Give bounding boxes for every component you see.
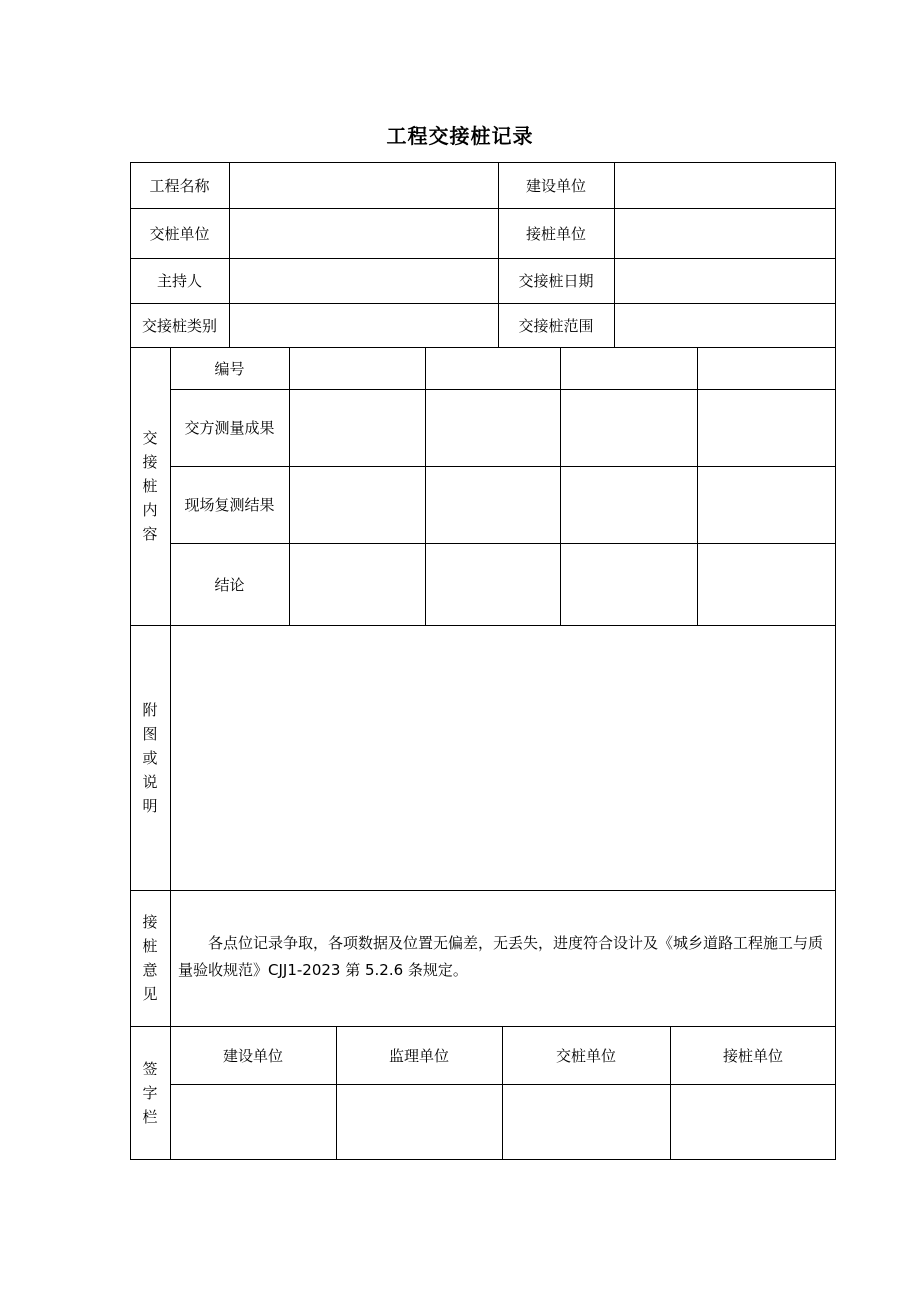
col-divider — [560, 347, 561, 625]
notes-field[interactable] — [170, 625, 836, 890]
opinion-section-label — [130, 890, 170, 1026]
row-divider — [170, 1084, 836, 1085]
label-char: 桩 — [142, 937, 158, 955]
label-char: 签 — [142, 1060, 158, 1078]
sign-receiving-label: 接桩单位 — [722, 1046, 783, 1065]
builder-unit-field[interactable] — [614, 162, 836, 208]
recheck-result-label: 现场复测结果 — [184, 496, 275, 514]
label-char: 交 — [142, 429, 158, 447]
handover-date-label: 交接桩日期 — [518, 272, 594, 290]
label-char: 接 — [142, 913, 158, 931]
handover-type-label: 交接桩类别 — [141, 316, 217, 335]
signature-section-label — [130, 1026, 170, 1160]
sign-handover-label: 交桩单位 — [555, 1046, 616, 1065]
label-char: 或 — [142, 748, 158, 767]
sign-builder-label: 建设单位 — [222, 1046, 283, 1065]
handover-unit-field[interactable] — [229, 208, 498, 258]
label-char: 内 — [142, 501, 158, 519]
host-label: 主持人 — [156, 272, 202, 290]
opinion-text: 各点位记录争取，各项数据及位置无偏差，无丢失，进度符合设计及《城乡道路工程施工与质量验收规范》CJJ1-2023 第 5.2.6 条规定。 — [178, 934, 824, 979]
project-name-label: 工程名称 — [149, 176, 210, 195]
label-char: 附 — [142, 700, 158, 719]
handover-unit-label: 交桩单位 — [149, 224, 210, 243]
builder-unit-label: 建设单位 — [525, 176, 586, 195]
conclusion-label: 结论 — [214, 575, 245, 594]
row-divider — [130, 890, 836, 891]
receiving-unit-field[interactable] — [614, 208, 836, 258]
label-char: 意 — [142, 961, 158, 979]
stake-number-label: 编号 — [214, 359, 245, 378]
col-divider — [289, 347, 290, 625]
handover-type-field[interactable] — [229, 303, 498, 347]
handover-date-field[interactable] — [614, 258, 836, 303]
notes-section-label — [130, 625, 170, 890]
label-char: 说 — [142, 772, 158, 791]
label-char: 图 — [142, 724, 158, 743]
label-char: 字 — [142, 1084, 158, 1102]
content-section-label — [130, 347, 170, 625]
label-char: 见 — [142, 985, 158, 1003]
project-name-field[interactable] — [229, 162, 498, 208]
label-char: 明 — [142, 796, 158, 815]
label-char: 栏 — [142, 1108, 158, 1126]
survey-result-label: 交方测量成果 — [184, 419, 275, 437]
receiving-unit-label: 接桩单位 — [525, 224, 586, 243]
col-divider — [425, 347, 426, 625]
label-char: 容 — [142, 525, 158, 543]
host-field[interactable] — [229, 258, 498, 303]
handover-range-label: 交接桩范围 — [518, 316, 594, 335]
sign-supervisor-label: 监理单位 — [388, 1046, 449, 1065]
label-char: 接 — [142, 453, 158, 471]
col-divider — [697, 347, 698, 625]
label-char: 桩 — [142, 477, 158, 495]
handover-range-field[interactable] — [614, 303, 836, 347]
page-title: 工程交接桩记录 — [386, 124, 534, 148]
